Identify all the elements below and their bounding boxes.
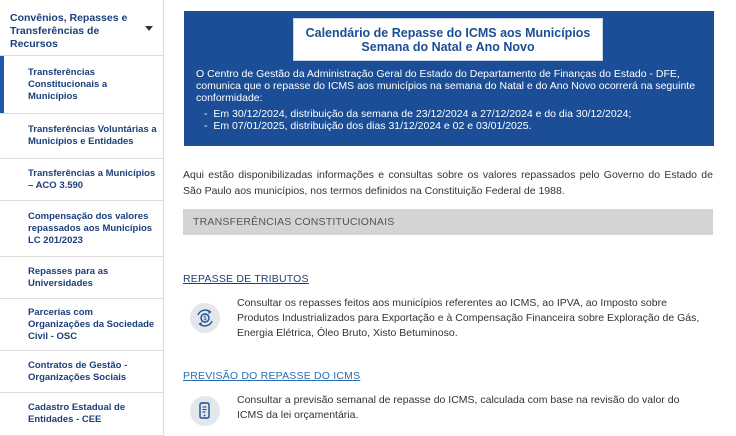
previsao-description: Consultar a previsão semanal de repasse do ICMS, calculada com base na revisão do valor do ICMS da lei orçamentária.	[237, 394, 680, 421]
mobile-document-icon	[190, 396, 220, 426]
icms-calendar-banner	[184, 11, 714, 146]
sidebar-item-label: Cadastro Estadual de Entidades - CEE	[28, 402, 126, 425]
repasse-tributos-link[interactable]: REPASSE DE TRIBUTOS	[183, 273, 309, 285]
svg-text:$: $	[203, 315, 207, 323]
sidebar-item-contratos-gestao[interactable]	[0, 351, 163, 393]
sidebar-item-label: Transferências Constitucionais a Municípios	[28, 66, 108, 102]
banner-title-line1: Calendário de Repasse do ICMS aos Municípios	[305, 26, 591, 40]
sidebar-item-cadastro-cee[interactable]	[0, 393, 163, 436]
sidebar-item-transferencias-constitucionais[interactable]	[0, 56, 163, 114]
sidebar-item-label: Repasses para as Universidades	[28, 265, 109, 289]
banner-date-item: - Em 07/01/2025, distribuição dos dias 31/12/2024 e 02 e 03/01/2025.	[204, 120, 704, 132]
banner-title-line2: Semana do Natal e Ano Novo	[361, 40, 535, 54]
sidebar-item-parcerias-osc[interactable]	[0, 299, 163, 351]
intro-paragraph: Aqui estão disponibilizadas informações e consultas sobre os valores repassados pelo Governo do Estado de São Paulo aos municípios, nos termos definidos na Constituição Federal de 1988.	[183, 169, 713, 197]
banner-title-box	[293, 18, 603, 61]
banner-date-list	[204, 108, 704, 132]
money-transfer-icon	[190, 303, 220, 333]
sidebar-item-label: Compensação dos valores repassados aos Municípios LC 201/2023	[28, 210, 153, 246]
section-header: TRANSFERÊNCIAS CONSTITUCIONAIS	[183, 209, 713, 235]
previsao-repasse-link[interactable]: PREVISÃO DO REPASSE DO ICMS	[183, 370, 361, 382]
sidebar-item-aco-3590[interactable]	[0, 159, 163, 201]
repasse-description: Consultar os repasses feitos aos municípios referentes ao ICMS, ao IPVA, ao Imposto sobre Produtos Industrializados para Exportação e à Compensação Financeira sobre Exploração de Gás, Energia Elétrica, Óleo Bruto, Xisto Betuminoso.	[237, 297, 700, 339]
sidebar-item-label: Parcerias com Organizações da Sociedade Civil - OSC	[28, 306, 155, 342]
mobile-document-icon-svg	[197, 402, 213, 420]
sidebar-item-compensacao-lc-201[interactable]	[0, 201, 163, 257]
sidebar-header-label: Convênios, Repasses e Transferências de Recursos	[10, 12, 128, 50]
sidebar-item-transferencias-voluntarias[interactable]	[0, 114, 163, 159]
banner-intro-text: O Centro de Gestão da Administração Geral do Estado do Departamento de Finanças do Estado - DFE, comunica que o repasse do ICMS aos municípios na semana do Natal e do Ano Novo ocorrerá na seguinte conformidade:	[196, 68, 696, 104]
sidebar-section-header[interactable]	[0, 0, 163, 56]
banner-date-item: - Em 30/12/2024, distribuição da semana de 23/12/2024 a 27/12/2024 e do dia 30/12/2024;	[204, 108, 704, 120]
sidebar-item-label: Transferências Voluntárias a Municípios e Entidades	[28, 124, 157, 147]
sidebar-item-label: Contratos de Gestão - Organizações Sociais	[28, 359, 128, 383]
sidebar-nav	[0, 0, 164, 436]
money-transfer-icon-svg	[196, 309, 214, 327]
sidebar-item-universidades[interactable]	[0, 257, 163, 299]
sidebar-item-label: Transferências a Municípios – ACO 3.590	[28, 167, 156, 191]
chevron-down-icon[interactable]	[145, 26, 153, 31]
